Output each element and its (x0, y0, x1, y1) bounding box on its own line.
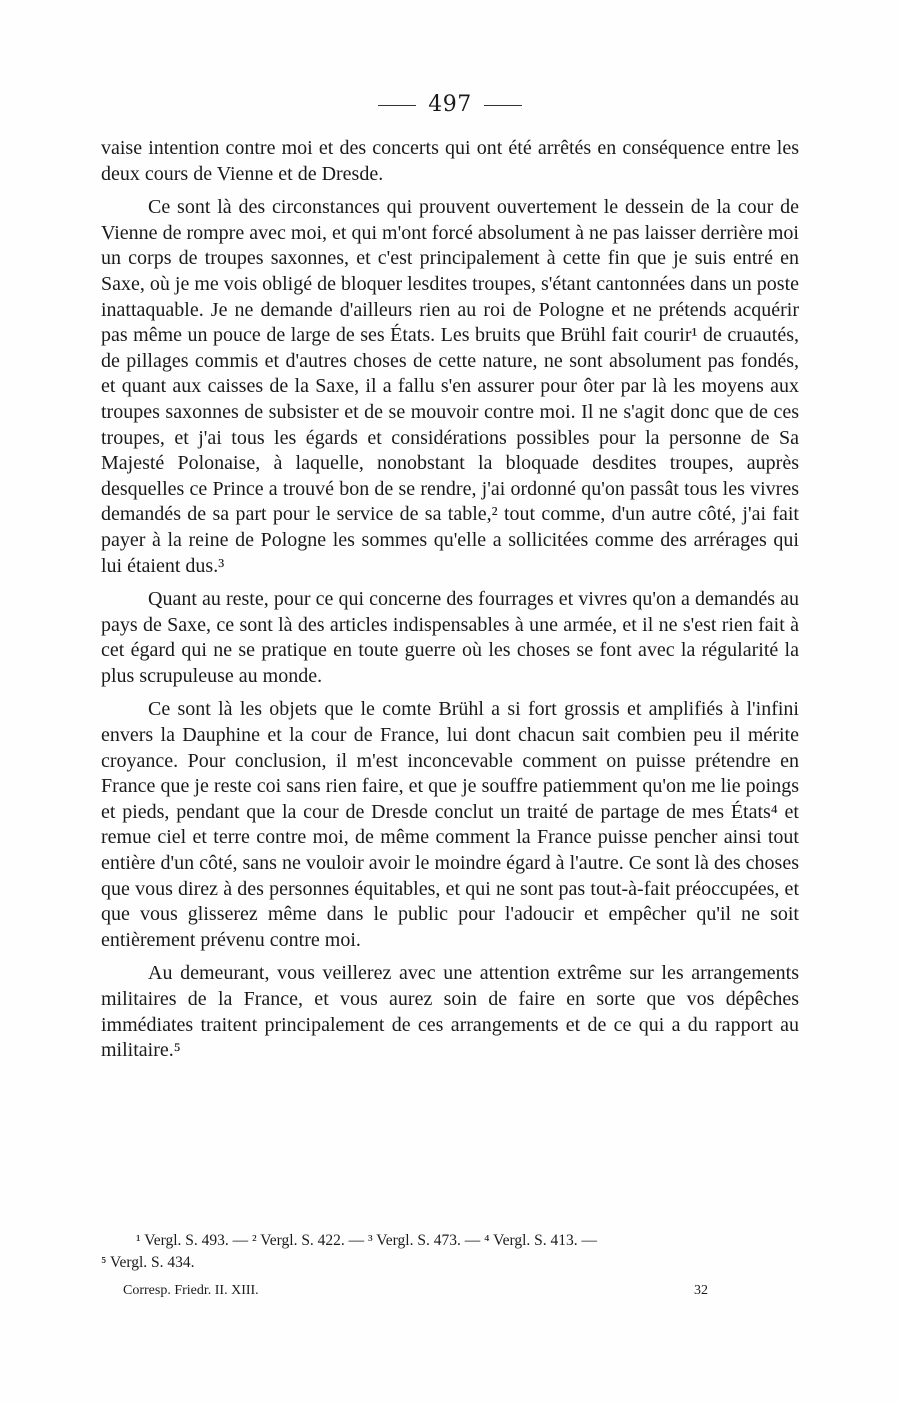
body-text (101, 136, 799, 1072)
paragraph-3: Quant au reste, pour ce qui concerne des fourrages et vivres qu'on a demandés au pays de Saxe, ce sont là des articles indispensables à une armée, et il ne s'est rien fait à cet égard qui ne se pratique en toute guerre où les choses se font avec la régularité la plus scrupuleuse au monde. (101, 588, 799, 687)
page-header (0, 92, 900, 117)
footnote-line-2: ⁵ Vergl. S. 434. (101, 1254, 195, 1271)
page-footer (123, 1283, 708, 1299)
paragraph-4: Ce sont là les objets que le comte Brühl a si fort grossis et amplifiés à l'infini envers la Dauphine et la cour de France, lui dont chacun sait combien peu il mérite croyance. Pour conclusion, il m'est inconcevable comment on puisse prétendre en France que je reste coi sans rien faire, et que je souffre patiemment qu'on me lie poings et pieds, pendant que la cour de Dresde conclut un traité de partage de mes États⁴ et remue ciel et terre contre moi, de même comment la France puisse pencher ainsi tout entière d'un côté, sans ne vouloir avoir le moindre égard à l'autre. Ce sont là des choses que vous direz à des personnes équitables, et qui ne sont pas tout-à-fait préoccupées, et que vous glisserez même dans le public pour l'adoucir et empêcher qu'il ne soit entièrement prévenu contre moi. (101, 698, 799, 951)
paragraph-2: Ce sont là des circonstances qui prouvent ouvertement le dessein de la cour de Vienne de rompre avec moi, et qui m'ont forcé absolument à ne pas laisser derrière moi un corps de troupes saxonnes, et c'est principalement à cette fin que je suis entré en Saxe, où je me vois obligé de bloquer lesdites troupes, s'étant cantonnées dans un poste inattaquable. Je ne demande d'ailleurs rien au roi de Pologne et ne prétends acquérir pas même un pouce de large de ses États. Les bruits que Brühl fait courir¹ de cruautés, de pillages commis et d'autres choses de cette nature, ne sont absolument pas fondés, et quant aux caisses de la Saxe, il a fallu s'en assurer pour ôter par là les moyens aux troupes saxonnes de subsister et de se mouvoir contre moi. Il ne s'agit donc que de ces troupes, et j'ai tous les égards et considérations possibles pour la personne de Sa Majesté Polonaise, à laquelle, nonobstant la bloquade desdites troupes, auprès desquelles ce Prince a trouvé bon de se rendre, j'ai ordonné qu'on passât tous les vivres demandés de sa part pour le service de sa table,² tout comme, d'un autre côté, j'ai fait payer à la reine de Pologne les sommes qu'elle a sollicitées comme des arrérages qui lui étaient dus.³ (101, 196, 799, 577)
footer-source: Corresp. Friedr. II. XIII. (123, 1283, 259, 1298)
paragraph-5: Au demeurant, vous veillerez avec une attention extrême sur les arrangements militaires de la France, et vous aurez soin de faire en sorte que vos dépêches immédiates traitent principalement de ces arrangements et de ce qui a du rapport au militaire.⁵ (101, 962, 799, 1062)
header-dash-right (484, 105, 522, 106)
footnote-line-1: ¹ Vergl. S. 493. — ² Vergl. S. 422. — ³ Vergl. S. 473. — ⁴ Vergl. S. 413. — (136, 1232, 598, 1249)
footnotes (101, 1230, 799, 1274)
page-number: 497 (428, 92, 472, 117)
paragraph-1: vaise intention contre moi et des concerts qui ont été arrêtés en conséquence entre les deux cours de Vienne et de Dresde. (101, 137, 799, 185)
footer-signature: 32 (694, 1283, 708, 1298)
header-dash-left (378, 105, 416, 106)
